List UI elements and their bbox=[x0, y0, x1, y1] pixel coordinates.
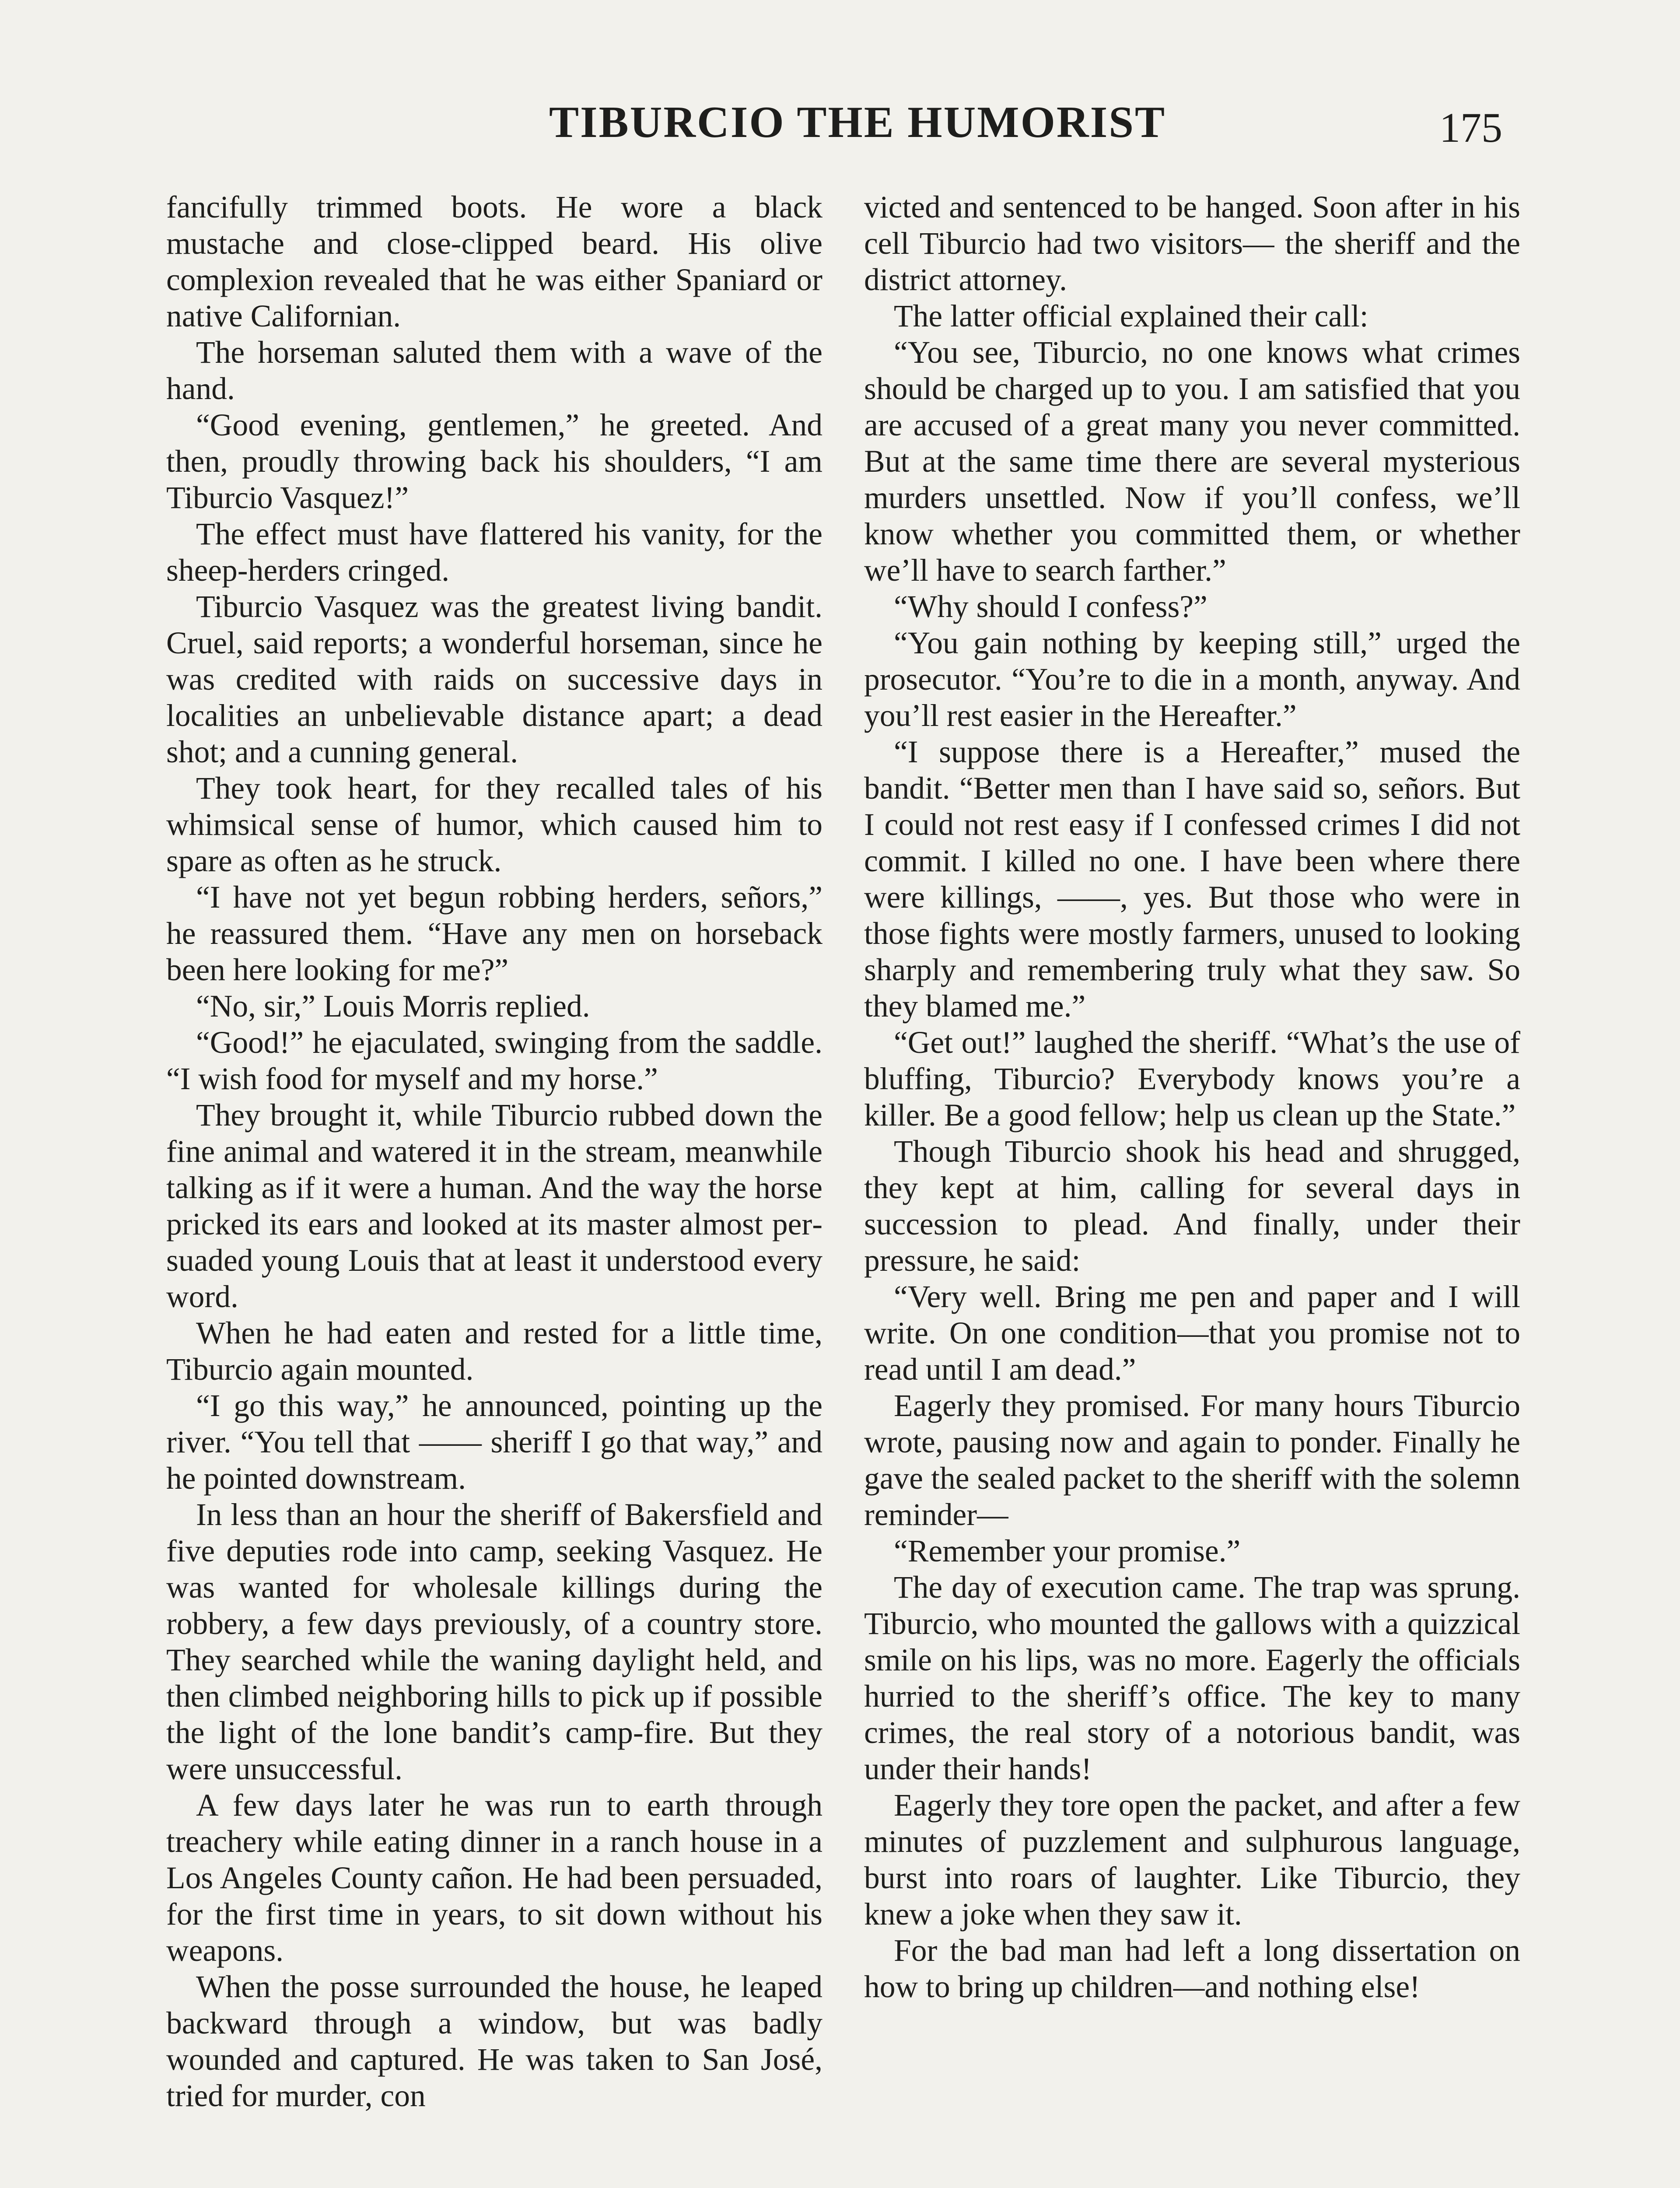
paragraph: When he had eaten and rested for a little time, Tiburcio again mounted. bbox=[166, 1316, 822, 1387]
running-title: TIBURCIO THE HUMORIST bbox=[549, 98, 1166, 147]
paragraph: When the posse surrounded the house, he leaped backward through a window, but was badly wounded and captured. He was taken to San José, tried for murder, con bbox=[166, 1970, 822, 2113]
paragraph: The horseman saluted them with a wave of the hand. bbox=[166, 335, 822, 406]
paragraph: “You see, Tiburcio, no one knows what crimes should be charged up to you. I am satisfied that you are accused of a great many you never committed. But at the same time there are several mysterious murders unsettled. Now if you’ll confess, we’ll know whether you committed them, or whether we’ll have to search farther.” bbox=[864, 335, 1520, 588]
paragraph: “Very well. Bring me pen and paper and I will write. On one condition—that you promise not to read until I am dead.” bbox=[864, 1280, 1520, 1387]
right-column bbox=[864, 189, 1520, 2188]
paragraph: fancifully trimmed boots. He wore a black mustache and close-clipped beard. His olive complexion revealed that he was either Spaniard or native Californian. bbox=[166, 190, 822, 333]
paragraph: “Get out!” laughed the sheriff. “What’s the use of bluffing, Tiburcio? Everybody knows you’re a killer. Be a good fellow; help us clean up the State.” bbox=[864, 1025, 1520, 1133]
paragraph: “Good!” he ejaculated, swinging from the saddle. “I wish food for myself and my horse.” bbox=[166, 1025, 822, 1096]
paragraph: “I go this way,” he announced, pointing up the river. “You tell that —— sheriff I go that way,” and he pointed downstream. bbox=[166, 1389, 822, 1496]
paragraph: The latter official explained their call: bbox=[894, 299, 1368, 333]
paragraph: “Remember your promise.” bbox=[894, 1534, 1241, 1568]
page-number: 175 bbox=[1439, 104, 1502, 151]
paragraph: They took heart, for they recalled tales of his whimsical sense of humor, which caused him to spare as often as he struck. bbox=[166, 771, 822, 878]
page-header bbox=[0, 94, 1680, 151]
paragraph: For the bad man had left a long dissertation on how to bring up children—and nothing else! bbox=[864, 1933, 1520, 2004]
paragraph: “You gain nothing by keeping still,” urged the prosecutor. “You’re to die in a month, anyway. And you’ll rest easier in the Hereafter.” bbox=[864, 626, 1520, 733]
paragraph: Eagerly they tore open the packet, and after a few minutes of puzzlement and sulphurous language, burst into roars of laughter. Like Tiburcio, they knew a joke when they saw it. bbox=[864, 1788, 1520, 1932]
paragraph: The effect must have flattered his vanity, for the sheep-herders cringed. bbox=[166, 517, 822, 588]
paragraph: “Why should I confess?” bbox=[894, 589, 1208, 624]
left-column bbox=[166, 189, 822, 2188]
paragraph: Eagerly they promised. For many hours Tiburcio wrote, pausing now and again to ponder. Finally he gave the sealed packet to the sheriff with the solemn reminder— bbox=[864, 1389, 1520, 1532]
paragraph: A few days later he was run to earth through treachery while eating dinner in a ranch house in a Los Angeles County cañon. He had been persuaded, for the first time in years, to sit down without his weapons. bbox=[166, 1788, 822, 1968]
paragraph: In less than an hour the sheriff of Bakersfield and five deputies rode into camp, seeking Vasquez. He was wanted for wholesale killings during the robbery, a few days previously, of a country store. They searched while the waning daylight held, and then climbed neighboring hills to pick up if possible the light of the lone bandit’s camp-fire. But they were unsuccessful. bbox=[166, 1497, 822, 1786]
paragraph: They brought it, while Tiburcio rubbed down the fine animal and watered it in the stream, meanwhile talking as if it were a human. And the way the horse pricked its ears and looked at its master almost persuaded young Louis that at least it understood every word. bbox=[166, 1098, 822, 1314]
paragraph: Though Tiburcio shook his head and shrugged, they kept at him, calling for several days in succession to plead. And finally, under their pressure, he said: bbox=[864, 1134, 1520, 1278]
paragraph: “No, sir,” Louis Morris replied. bbox=[196, 989, 590, 1024]
paragraph: Tiburcio Vasquez was the greatest living bandit. Cruel, said reports; a wonderful horseman, since he was credited with raids on successive days in localities an unbelievable distance apart; a dead shot; and a cunning general. bbox=[166, 589, 822, 769]
paragraph: “I have not yet begun robbing herders, señors,” he reassured them. “Have any men on horseback been here looking for me?” bbox=[166, 880, 822, 987]
paragraph: “Good evening, gentlemen,” he greeted. And then, proudly throwing back his shoulders, “I am Tiburcio Vasquez!” bbox=[166, 408, 822, 515]
paragraph: victed and sentenced to be hanged. Soon after in his cell Tiburcio had two visitors— the sheriff and the district attorney. bbox=[864, 190, 1520, 297]
paragraph: “I suppose there is a Hereafter,” mused the bandit. “Better men than I have said so, señors. But I could not rest easy if I confessed crimes I did not commit. I killed no one. I have been where there were killings, ——, yes. But those who were in those fights were mostly farmers, unused to looking sharply and remembering truly what they saw. So they blamed me.” bbox=[864, 735, 1520, 1024]
paragraph: The day of execution came. The trap was sprung. Tiburcio, who mounted the gallows with a quizzical smile on his lips, was no more. Eagerly the officials hurried to the sheriff’s office. The key to many crimes, the real story of a notorious bandit, was under their hands! bbox=[864, 1570, 1520, 1786]
